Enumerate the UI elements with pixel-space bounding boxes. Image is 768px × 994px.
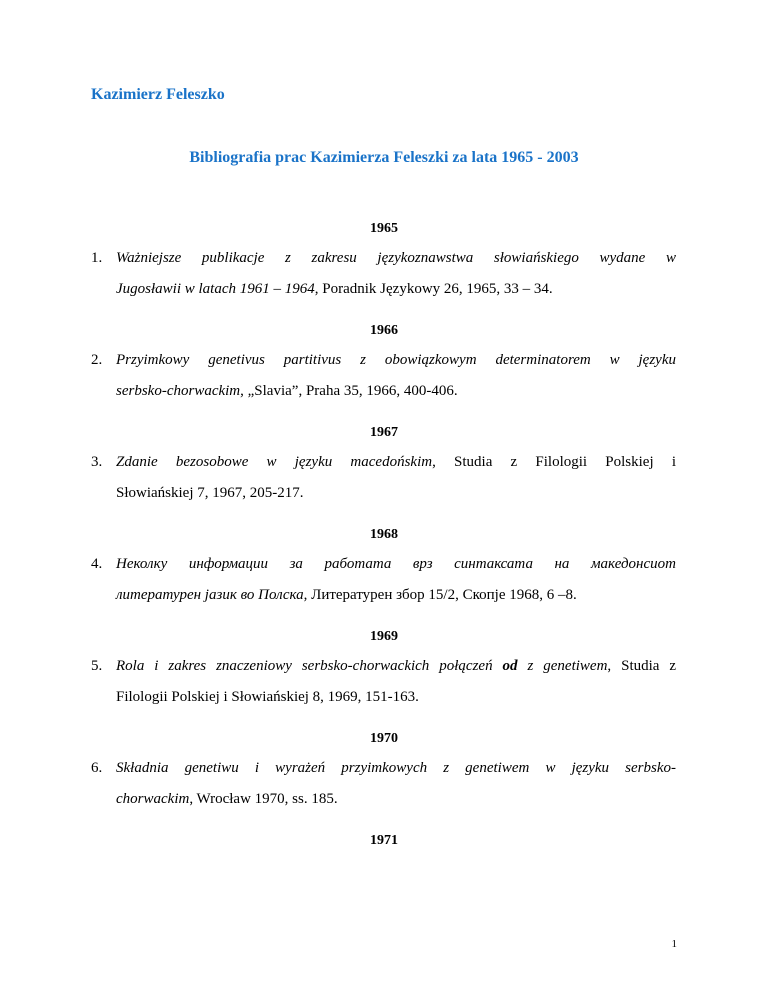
entry-title-part: chorwackim [116,791,190,807]
bibliography-entry-6 [91,753,676,815]
entry-number: 3. [91,454,103,470]
bibliography-entry-1 [91,243,676,305]
entry-source: , Poradnik Językowy 26, 1965, 33 – 34. [314,281,553,297]
entry-source: , Studia z Filologii Polskiej i [432,454,676,470]
entry-number: 4. [91,556,103,572]
bibliography-entry-5 [91,651,676,713]
entry-title-part: serbsko-chorwackim [116,383,241,399]
year-heading-1970: 1970 [370,731,398,746]
entry-title-part: Неколку информации за работата врз синтаксата на македонсиот [116,556,676,572]
author-name: Kazimierz Feleszko [91,86,225,103]
year-heading-1965: 1965 [370,221,398,236]
year-heading-1971: 1971 [370,833,398,848]
entry-title-part: литературен јазик во Полска [116,587,304,603]
year-heading-1968: 1968 [370,527,398,542]
bibliography-entry-3 [91,447,676,509]
entry-title-part: Ważniejsze publikacje z zakresu językoznawstwa słowiańskiego wydane w [116,250,676,266]
entry-source: Słowiańskiej 7, 1967, 205-217. [116,485,304,501]
entry-source: , „Slavia”, Praha 35, 1966, 400-406. [240,383,458,399]
page-number: 1 [671,938,677,950]
bibliography-entry-4 [91,549,676,611]
entry-number: 5. [91,658,103,674]
year-heading-1967: 1967 [370,425,398,440]
entry-title-part: Składnia genetiwu i wyrażeń przyimkowych z genetiwem w języku serbsko- [116,760,676,776]
entry-source: Filologii Polskiej i Słowiańskiej 8, 1969, 151-163. [116,689,419,705]
entry-source: , Wrocław 1970, ss. 185. [189,791,338,807]
document-title: Bibliografia prac Kazimierza Feleszki za lata 1965 - 2003 [189,149,579,166]
entry-number: 2. [91,352,103,368]
year-heading-1969: 1969 [370,629,398,644]
entry-title-part: Zdanie bezosobowe w języku macedońskim [116,454,433,470]
bibliography-entry-2 [91,345,676,407]
entry-title-part: z genetiwem [527,658,608,674]
entry-source: , Studia z [607,658,677,674]
entry-title-emphasis: od [502,658,518,674]
entry-source: , Литературен збор 15/2, Скопје 1968, 6 –8. [303,587,577,603]
entry-number: 1. [91,250,103,266]
entry-title-part: Przyimkowy genetivus partitivus z obowiązkowym determinatorem w języku [116,352,676,368]
year-heading-1966: 1966 [370,323,398,338]
entry-number: 6. [91,760,103,776]
entry-title-part: Rola i zakres znaczeniowy serbsko-chorwackich połączeń [116,658,493,674]
entry-title-part: Jugosławii w latach 1961 – 1964 [116,281,315,297]
